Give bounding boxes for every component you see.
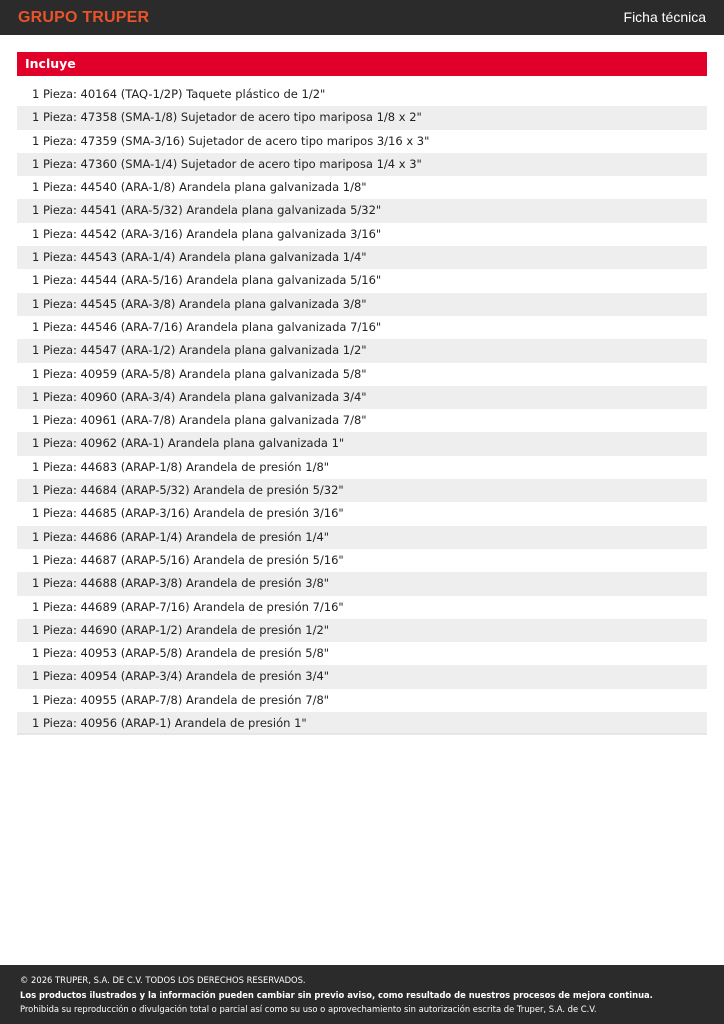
footer <box>0 965 724 1024</box>
top-bar <box>0 0 724 35</box>
document-type-label: Ficha técnica <box>623 9 706 25</box>
list-item: 1 Pieza: 44541 (ARA-5/32) Arandela plana galvanizada 5/32" <box>17 199 707 222</box>
truper-logo: GRUPO TRUPER <box>18 9 150 26</box>
list-item: 1 Pieza: 44688 (ARAP-3/8) Arandela de presión 3/8" <box>17 572 707 595</box>
list-item: 1 Pieza: 44690 (ARAP-1/2) Arandela de presión 1/2" <box>17 619 707 642</box>
list-item: 1 Pieza: 44542 (ARA-3/16) Arandela plana galvanizada 3/16" <box>32 226 382 241</box>
included-items-list <box>17 83 707 735</box>
list-item: 1 Pieza: 40164 (TAQ-1/2P) Taquete plástico de 1/2" <box>32 87 326 101</box>
list-item: 1 Pieza: 47359 (SMA-3/16) Sujetador de acero tipo maripos 3/16 x 3" <box>32 133 430 148</box>
footer-copyright: © 2026 TRUPER, S.A. DE C.V. TODOS LOS DERECHOS RESERVADOS. <box>20 975 306 985</box>
list-item: 1 Pieza: 40959 (ARA-5/8) Arandela plana galvanizada 5/8" <box>32 366 367 381</box>
list-item: 1 Pieza: 44684 (ARAP-5/32) Arandela de presión 5/32" <box>17 479 707 502</box>
list-item: 1 Pieza: 44685 (ARAP-3/16) Arandela de presión 3/16" <box>32 506 344 521</box>
list-item: 1 Pieza: 44543 (ARA-1/4) Arandela plana galvanizada 1/4" <box>17 246 707 269</box>
list-item: 1 Pieza: 40955 (ARAP-7/8) Arandela de presión 7/8" <box>32 692 330 707</box>
list-item: 1 Pieza: 40956 (ARAP-1) Arandela de presión 1" <box>17 712 707 735</box>
list-item: 1 Pieza: 40962 (ARA-1) Arandela plana galvanizada 1" <box>17 432 707 455</box>
list-item: 1 Pieza: 44546 (ARA-7/16) Arandela plana galvanizada 7/16" <box>32 319 382 334</box>
section-header <box>17 52 707 76</box>
list-item: 1 Pieza: 44547 (ARA-1/2) Arandela plana galvanizada 1/2" <box>17 339 707 362</box>
list-item: 1 Pieza: 40953 (ARAP-5/8) Arandela de presión 5/8" <box>32 646 330 661</box>
list-item: 1 Pieza: 44683 (ARAP-1/8) Arandela de presión 1/8" <box>32 459 330 474</box>
section-title: Incluye <box>25 56 76 71</box>
list-item: 1 Pieza: 40961 (ARA-7/8) Arandela plana galvanizada 7/8" <box>32 413 367 428</box>
list-item: 1 Pieza: 47360 (SMA-1/4) Sujetador de acero tipo mariposa 1/4 x 3" <box>17 153 707 176</box>
list-item: 1 Pieza: 44540 (ARA-1/8) Arandela plana galvanizada 1/8" <box>32 180 367 195</box>
list-item: 1 Pieza: 44544 (ARA-5/16) Arandela plana galvanizada 5/16" <box>32 273 382 288</box>
list-item: 1 Pieza: 44545 (ARA-3/8) Arandela plana galvanizada 3/8" <box>17 293 707 316</box>
footer-notice: Los productos ilustrados y la información pueden cambiar sin previo aviso, como resultado de nuestros procesos de mejora continua. <box>20 990 653 1000</box>
footer-prohibition: Prohibida su reproducción o divulgación total o parcial así como su uso o aprovechamiento sin autorización escrita de Truper, S.A. de C.V. <box>20 1004 597 1014</box>
list-item: 1 Pieza: 47358 (SMA-1/8) Sujetador de acero tipo mariposa 1/8 x 2" <box>17 106 707 129</box>
list-item: 1 Pieza: 40960 (ARA-3/4) Arandela plana galvanizada 3/4" <box>17 386 707 409</box>
list-item: 1 Pieza: 44689 (ARAP-7/16) Arandela de presión 7/16" <box>32 599 344 614</box>
list-item: 1 Pieza: 44687 (ARAP-5/16) Arandela de presión 5/16" <box>32 552 344 567</box>
list-item: 1 Pieza: 40954 (ARAP-3/4) Arandela de presión 3/4" <box>17 665 707 688</box>
list-item: 1 Pieza: 44686 (ARAP-1/4) Arandela de presión 1/4" <box>17 526 707 549</box>
